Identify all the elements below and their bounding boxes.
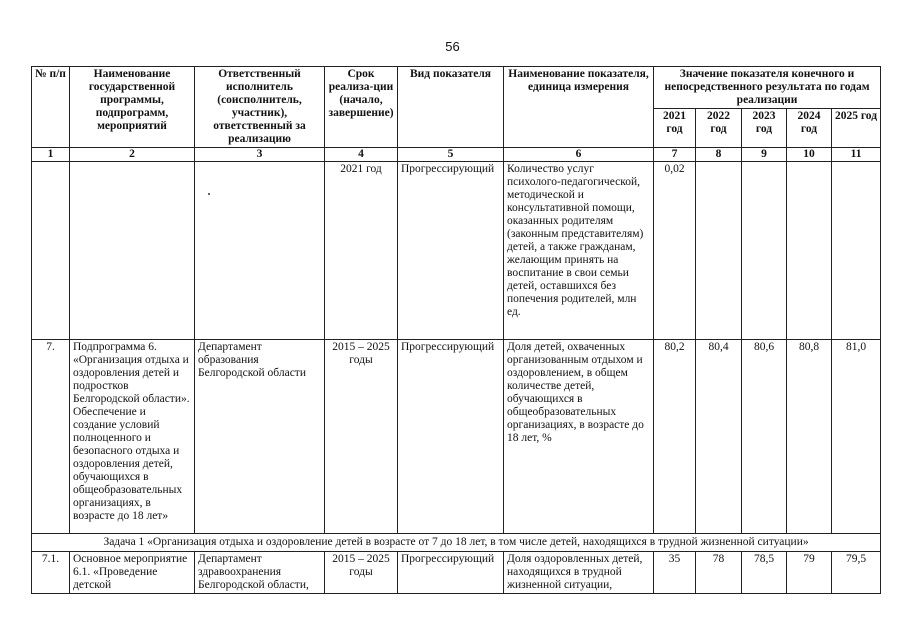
row-indicator-name: Доля детей, охваченных организованным отдыхом и оздоровлением, в общем количестве детей, обучающихся в общеобразовательных организациях, в возрасте до 18 лет, % (504, 340, 654, 534)
row-value-2023 (742, 162, 787, 340)
row-value-2021: 80,2 (654, 340, 696, 534)
row-value-2024: 80,8 (787, 340, 832, 534)
row-term: 2015 – 2025 годы (325, 340, 398, 534)
column-number-row (32, 148, 881, 162)
row-program-name: Основное мероприятие 6.1. «Проведение детской (70, 552, 195, 594)
column-number: 10 (787, 148, 832, 162)
column-number: 11 (832, 148, 881, 162)
row-value-2023: 78,5 (742, 552, 787, 594)
column-number: 7 (654, 148, 696, 162)
header-year: 2023 год (742, 109, 787, 148)
row-num (32, 162, 70, 340)
table-row (32, 340, 881, 534)
page-number: 56 (445, 39, 460, 54)
row-indicator-type: Прогрессирующий (398, 340, 504, 534)
header-row (32, 67, 881, 109)
header-year: 2024 год (787, 109, 832, 148)
row-value-2021: 0,02 (654, 162, 696, 340)
indicators-table (31, 66, 881, 594)
row-value-2025 (832, 162, 881, 340)
row-value-2022: 80,4 (696, 340, 742, 534)
row-indicator-name: Количество услуг психолого-педагогической, методической и консультативной помощи, оказанных родителям (законным представителям) детей, а также гражданам, желающим принять на воспитание в свои семьи детей, оставшихся без попечения родителей, млн ед. (504, 162, 654, 340)
row-program-name (70, 162, 195, 340)
table-row (32, 162, 881, 340)
column-number: 3 (195, 148, 325, 162)
row-value-2022: 78 (696, 552, 742, 594)
task-title: Задача 1 «Организация отдыха и оздоровление детей в возрасте от 7 до 18 лет, в том числе детей, находящихся в трудной жизненной ситуации» (32, 534, 881, 552)
row-program-name: Подпрограмма 6. «Организация отдыха и оздоровления детей и подростков Белгородской области». Обеспечение и создание условий полноценного и безопасного отдыха и оздоровления детей, обучающихся в общеобразовательных организациях, в возрасте до 18 лет» (70, 340, 195, 534)
row-value-2025: 81,0 (832, 340, 881, 534)
header-term: Срок реализа-ции (начало, завершение) (325, 67, 398, 148)
row-value-2021: 35 (654, 552, 696, 594)
row-value-2025: 79,5 (832, 552, 881, 594)
row-indicator-type: Прогрессирующий (398, 552, 504, 594)
column-number: 5 (398, 148, 504, 162)
column-number: 1 (32, 148, 70, 162)
row-num: 7.1. (32, 552, 70, 594)
column-number: 6 (504, 148, 654, 162)
row-executor (195, 162, 325, 340)
row-executor: Департамент образования Белгородской области (195, 340, 325, 534)
header-year: 2021 год (654, 109, 696, 148)
row-term: 2021 год (325, 162, 398, 340)
stray-mark (208, 193, 210, 195)
header-program-name: Наименование государственной программы, подпрограмм, мероприятий (70, 67, 195, 148)
column-number: 2 (70, 148, 195, 162)
row-num: 7. (32, 340, 70, 534)
task-row (32, 534, 881, 552)
table-row (32, 552, 881, 594)
header-indicator-type: Вид показателя (398, 67, 504, 148)
column-number: 4 (325, 148, 398, 162)
header-year: 2025 год (832, 109, 881, 148)
row-term: 2015 – 2025 годы (325, 552, 398, 594)
header-indicator-name: Наименование показателя, единица измерения (504, 67, 654, 148)
header-num: № п/п (32, 67, 70, 148)
row-value-2023: 80,6 (742, 340, 787, 534)
header-executor: Ответственный исполнитель (соисполнитель, участник), ответственный за реализацию (195, 67, 325, 148)
row-value-2024: 79 (787, 552, 832, 594)
row-value-2024 (787, 162, 832, 340)
header-values-group: Значение показателя конечного и непосредственного результата по годам реализации (654, 67, 881, 109)
header-year: 2022 год (696, 109, 742, 148)
column-number: 8 (696, 148, 742, 162)
row-indicator-name: Доля оздоровленных детей, находящихся в трудной жизненной ситуации, (504, 552, 654, 594)
row-executor: Департамент здравоохранения Белгородской области, (195, 552, 325, 594)
row-value-2022 (696, 162, 742, 340)
row-indicator-type: Прогрессирующий (398, 162, 504, 340)
column-number: 9 (742, 148, 787, 162)
